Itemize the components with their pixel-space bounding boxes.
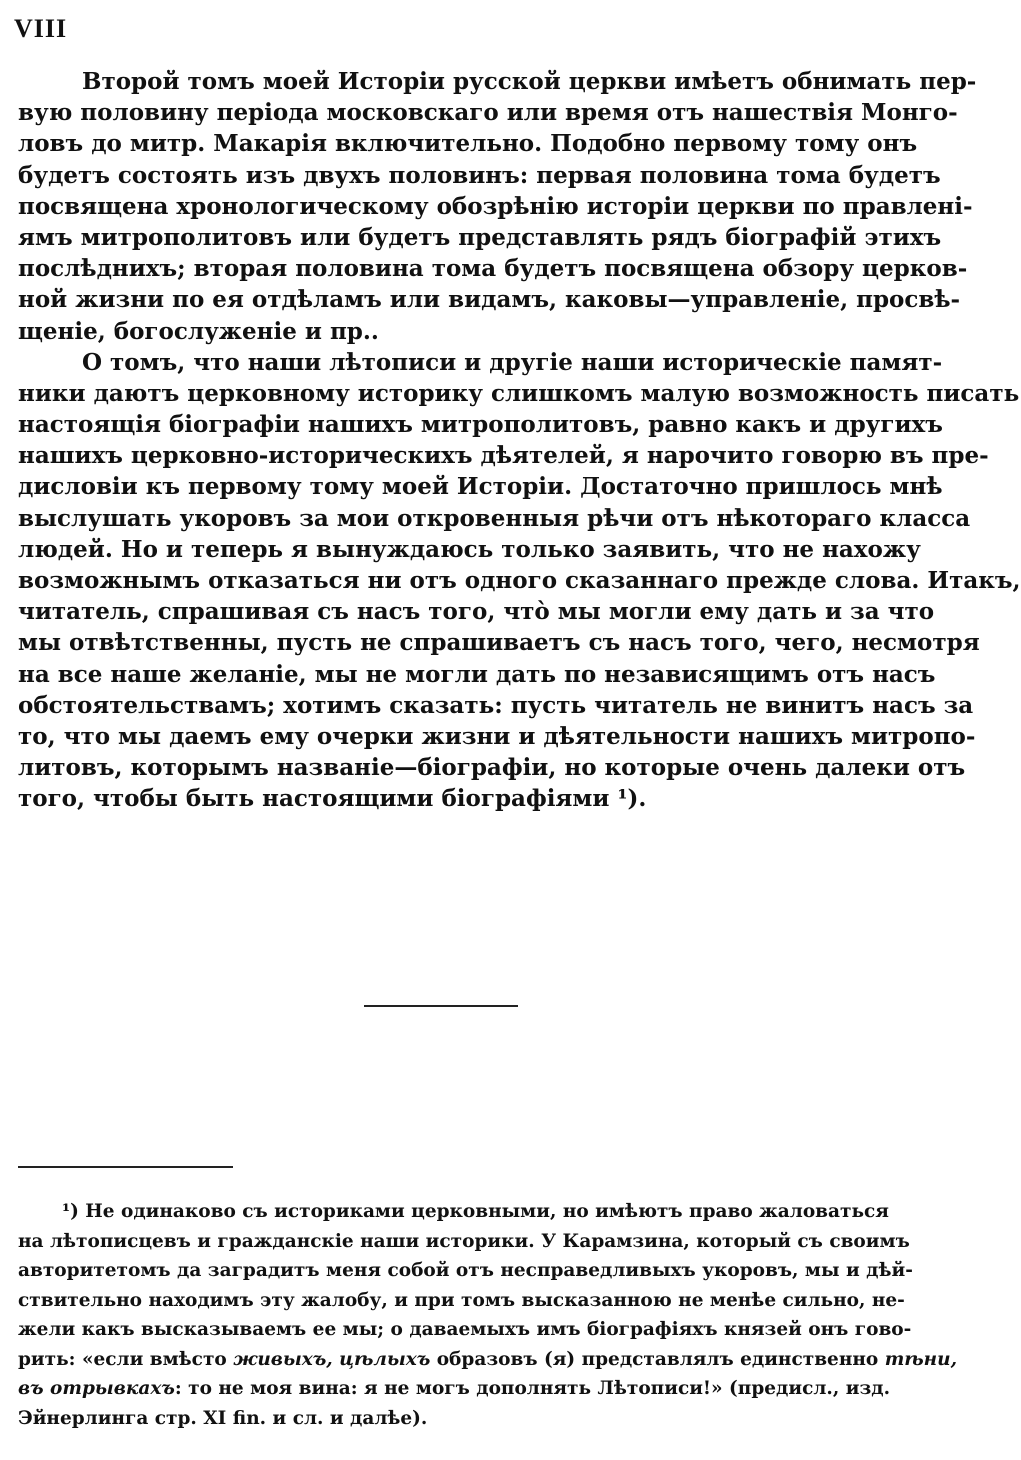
footnote-text: ствительно находимъ эту жалобу, и при томъ высказанною не менѣе сильно, не- [18, 1289, 905, 1311]
text-line: будетъ состоять изъ двухъ половинъ: первая половина тома будетъ [18, 161, 941, 189]
text-line: щеніе, богослуженіе и пр.. [18, 317, 379, 345]
text-line: ной жизни по ея отдѣламъ или видамъ, каковы—управленіе, просвѣ- [18, 286, 961, 314]
text-line: литовъ, которымъ названіе—біографіи, но которые очень далеки отъ [18, 754, 966, 782]
footnote [18, 1197, 958, 1433]
footnote-line [18, 1256, 913, 1286]
footnote-line [18, 1197, 889, 1227]
footnote-line [18, 1374, 891, 1404]
text-line: людей. Но и теперь я вынуждаюсь только заявить, что не нахожу [18, 535, 921, 563]
text-line: возможнымъ отказаться ни отъ одного сказаннаго прежде слова. Итакъ, [18, 567, 1021, 594]
text-line: читатель, спрашивая съ насъ того, что̀ мы могли ему дать и за что [18, 598, 935, 626]
footnote-line [18, 1404, 878, 1434]
text-line: Второй томъ моей Исторіи русской церкви имѣетъ обнимать пер- [82, 68, 977, 95]
footnote-line [18, 1345, 958, 1375]
footnote-text: образовъ (я) представлялъ единственно [430, 1348, 885, 1370]
text-line: посвящена хронологическому обозрѣнію исторіи церкви по правленi- [18, 192, 973, 220]
text-line: мы отвѣтственны, пусть не спрашиваетъ съ насъ того, чего, несмотря [18, 629, 980, 657]
paragraph-1 [18, 66, 977, 347]
footnote-italic-text: въ отрывкахъ [18, 1378, 175, 1399]
text-line: обстоятельствамъ; хотимъ сказать: пусть читатель не винитъ насъ за [18, 691, 974, 719]
footnote-italic-text: живыхъ, цѣлыхъ [233, 1348, 431, 1370]
text-line: вую половину періода московскаго или время отъ нашествія Монго- [18, 99, 958, 127]
text-line: выслушать укоровъ за мои откровенныя рѣчи отъ нѣкотораго класса [18, 504, 971, 532]
footnote-text: жели какъ высказываемъ ее мы; о даваемыхъ имъ біографіяхъ князей онъ гово- [18, 1319, 912, 1340]
page-number: VIII [14, 14, 68, 43]
footnote-italic-text: тѣни, [884, 1348, 958, 1370]
text-line: ловъ до митр. Макарія включительно. Подобно первому тому онъ [18, 130, 918, 158]
footnote-text: на лѣтописцевъ и гражданскіе наши историки. У Карамзина, который съ своимъ [18, 1230, 910, 1252]
text-line: того, чтобы быть настоящими біографіями ¹). [18, 785, 647, 813]
text-line: на все наше желаніе, мы не могли дать по независящимъ отъ насъ [18, 660, 936, 688]
text-line: ямъ митрополитовъ или будетъ представлять рядъ біографій этихъ [18, 223, 942, 251]
text-line: нашихъ церковно-историческихъ дѣятелей, я нарочито говорю въ пре- [18, 442, 989, 470]
footnote-text: Эйнерлинга стр. XI fin. и сл. и далѣе). [18, 1407, 428, 1429]
footnote-line [18, 1315, 912, 1345]
footnote-line [18, 1227, 910, 1257]
footnote-line [18, 1286, 905, 1316]
text-line: О томъ, что наши лѣтописи и другіе наши историческіе памят- [82, 348, 943, 376]
footnote-text: авторитетомъ да заградитъ меня собой отъ несправедливыхъ укоровъ, мы и дѣй- [18, 1260, 913, 1281]
footnote-divider [18, 1166, 233, 1168]
text-line: настоящія біографіи нашихъ митрополитовъ, равно какъ и другихъ [18, 411, 943, 439]
text-line: ники даютъ церковному историку слишкомъ малую возможность писать [18, 379, 1020, 407]
paragraph-2 [18, 347, 1021, 815]
text-line: послѣднихъ; вторая половина тома будетъ посвящена обзору церков- [18, 255, 968, 283]
footnote-text: : то не моя вина: я не могъ дополнять Лѣтописи!» (предисл., изд. [174, 1378, 891, 1399]
main-text [18, 66, 1021, 815]
text-line: дисловіи къ первому тому моей Исторіи. Достаточно пришлось мнѣ [18, 473, 943, 501]
section-divider [364, 1005, 518, 1007]
footnote-text: ¹) Не одинаково съ историками церковными, но имѣютъ право жаловаться [62, 1201, 889, 1222]
footnote-text: рить: «если вмѣсто [18, 1348, 234, 1370]
text-line: то, что мы даемъ ему очерки жизни и дѣятельности нашихъ митропо- [18, 722, 976, 750]
